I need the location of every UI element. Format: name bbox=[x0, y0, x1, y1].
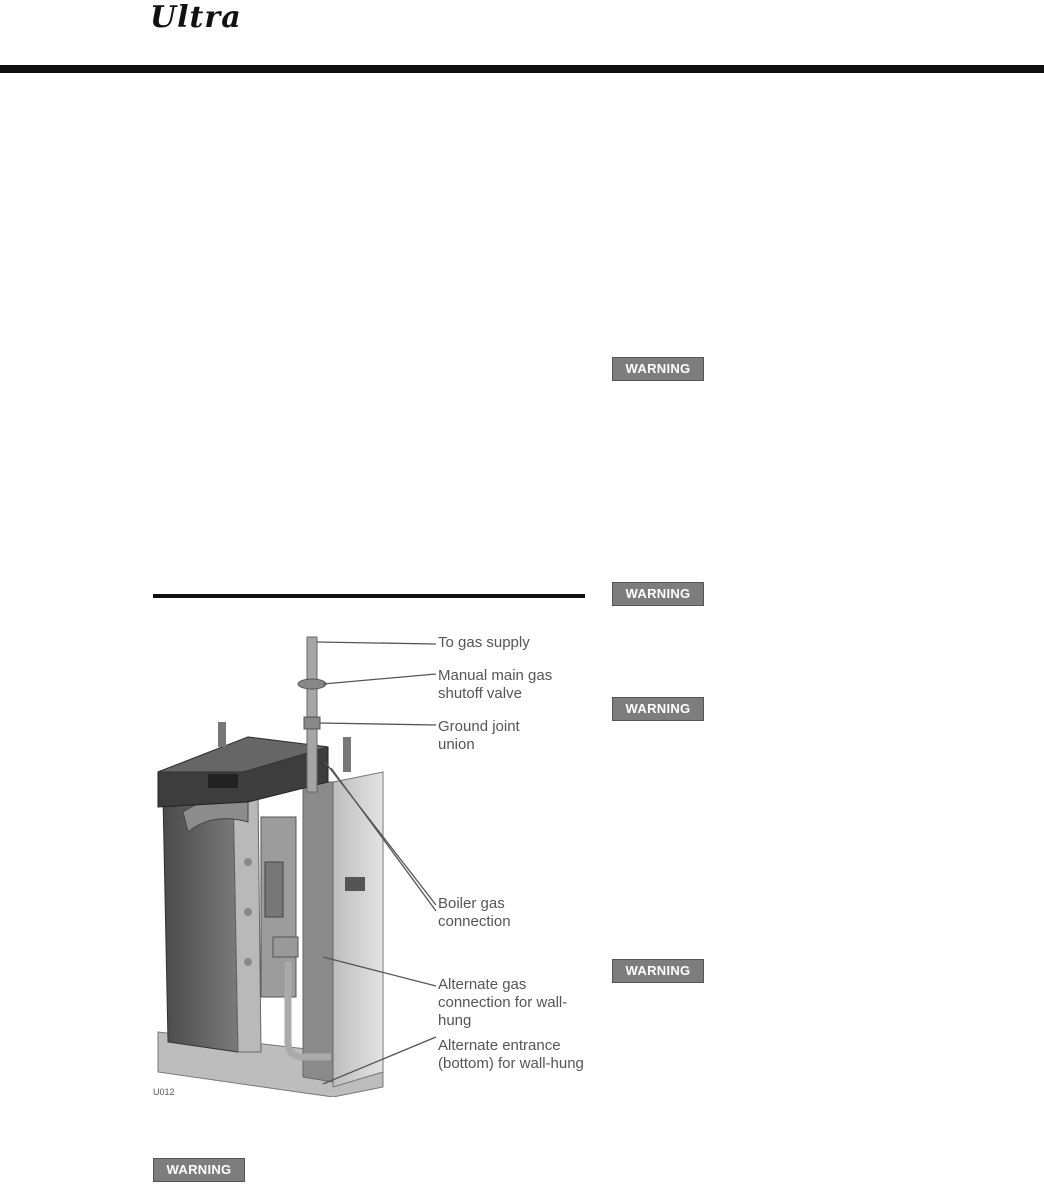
boiler-gas-piping-figure bbox=[153, 632, 585, 1097]
section-rule bbox=[153, 594, 585, 598]
brand-logo: Ultra bbox=[150, 0, 242, 35]
callout-alternate-entrance: Alternate entrance (bottom) for wall-hung bbox=[438, 1037, 584, 1072]
warning-label: WARNING bbox=[612, 697, 704, 721]
warning-label: WARNING bbox=[612, 582, 704, 606]
callout-to-gas-supply: To gas supply bbox=[438, 634, 530, 651]
callout-alternate-gas-connection: Alternate gas connection for wall-hung bbox=[438, 976, 568, 1029]
callout-boiler-gas-connection: Boiler gas connection bbox=[438, 895, 511, 930]
callout-manual-shutoff-valve: Manual main gas shutoff valve bbox=[438, 667, 553, 702]
warning-label: WARNING bbox=[612, 959, 704, 983]
warning-label: WARNING bbox=[612, 357, 704, 381]
header-rule bbox=[0, 65, 1044, 73]
warning-label: WARNING bbox=[153, 1158, 245, 1182]
callout-ground-joint-union: Ground joint union bbox=[438, 718, 520, 753]
figure-id: U012 bbox=[153, 1087, 175, 1097]
